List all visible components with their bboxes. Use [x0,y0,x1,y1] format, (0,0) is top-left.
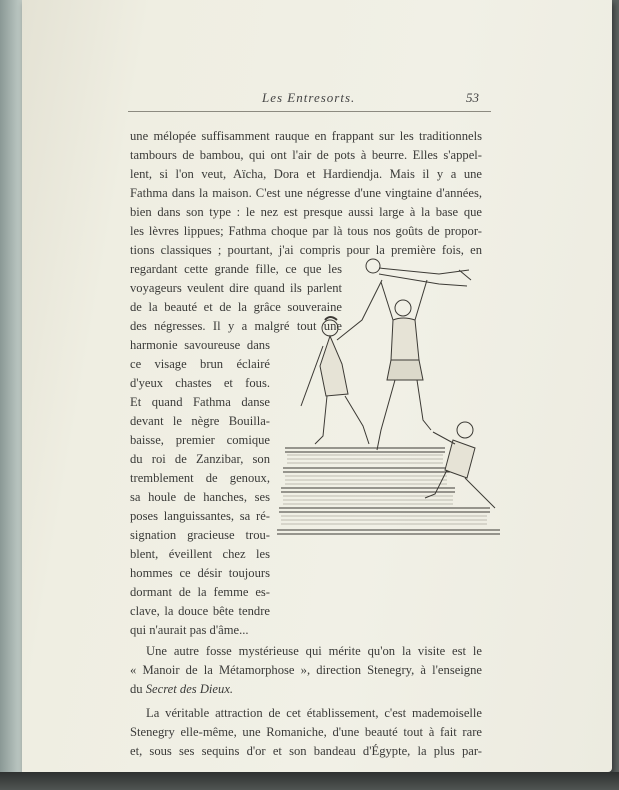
text-line: de la beauté et de la grâce souveraine [130,300,342,314]
text-line: lent, si l'on veut, Aïcha, Dora et Hardiendja. Mais il y a une [130,167,482,181]
text-line: regardant cette grande fille, ce que les [130,262,342,276]
text-line: Stenegry elle-même, une Romaniche, d'une beauté tout à fait rare [130,725,482,739]
text-line: dormant de la femme es- [130,585,270,599]
text-line: harmonie savoureuse dans [130,338,270,352]
text-line: Une autre fosse mystérieuse qui mérite qu'on la visite est le [146,644,482,658]
text-line: une mélopée suffisamment rauque en frappant sur les traditionnels [130,129,482,143]
text-line: La véritable attraction de cet établissement, c'est mademoiselle [146,706,482,720]
text-line: tremblement de genoux, [130,471,270,485]
text-line: des négresses. Il y a malgré tout une [130,319,342,333]
text-line: « Manoir de la Métamorphose », direction Stenegry, à l'enseigne [130,663,482,677]
text-span: du [130,682,146,696]
text-line: poses languissantes, sa ré- [130,509,270,523]
acrobats-illustration [275,250,505,545]
text-line: blent, éveillent chez les [130,547,270,561]
text-line: qui n'aurait pas d'âme... [130,623,249,637]
text-line: clave, la douce bête tendre [130,604,270,618]
text-line: signation gracieuse trou- [130,528,270,542]
header-rule [128,111,491,112]
text-line: hommes ce désir toujours [130,566,270,580]
text-line: baisse, premier comique [130,433,270,447]
table-edge [0,772,619,790]
text-line: les lèvres lippues; Fathma choque par là tous nos goûts de propor- [130,224,482,238]
text-line: ce visage brun éclairé [130,357,270,371]
text-line: bien dans son type : le nez est presque aussi large à la base que [130,205,482,219]
text-line: et, sous ses sequins d'or et son bandeau d'Égypte, la plus par- [130,744,482,758]
text-line: devant le nègre Bouilla- [130,414,270,428]
text-line: Et quand Fathma danse [130,395,270,409]
running-header: Les Entresorts. [262,90,356,105]
text-line: voyageurs veulent dire quand ils parlent [130,281,342,295]
text-line: tambours de bambou, qui ont l'air de pots à beurre. Elles s'appel- [130,148,482,162]
text-line [130,681,233,697]
text-line: d'yeux chastes et fous. [130,376,270,390]
text-line: du roi de Zanzibar, son [130,452,270,466]
text-line: tions classiques ; pourtant, j'ai compris pour la première fois, en [130,243,482,257]
text-line: sa houle de hanches, ses [130,490,270,504]
italic-title: Secret des Dieux. [145,682,234,696]
text-line: Fathma dans la maison. C'est une négresse d'une vingtaine d'années, [130,186,482,200]
page-number: 53 [466,90,479,105]
